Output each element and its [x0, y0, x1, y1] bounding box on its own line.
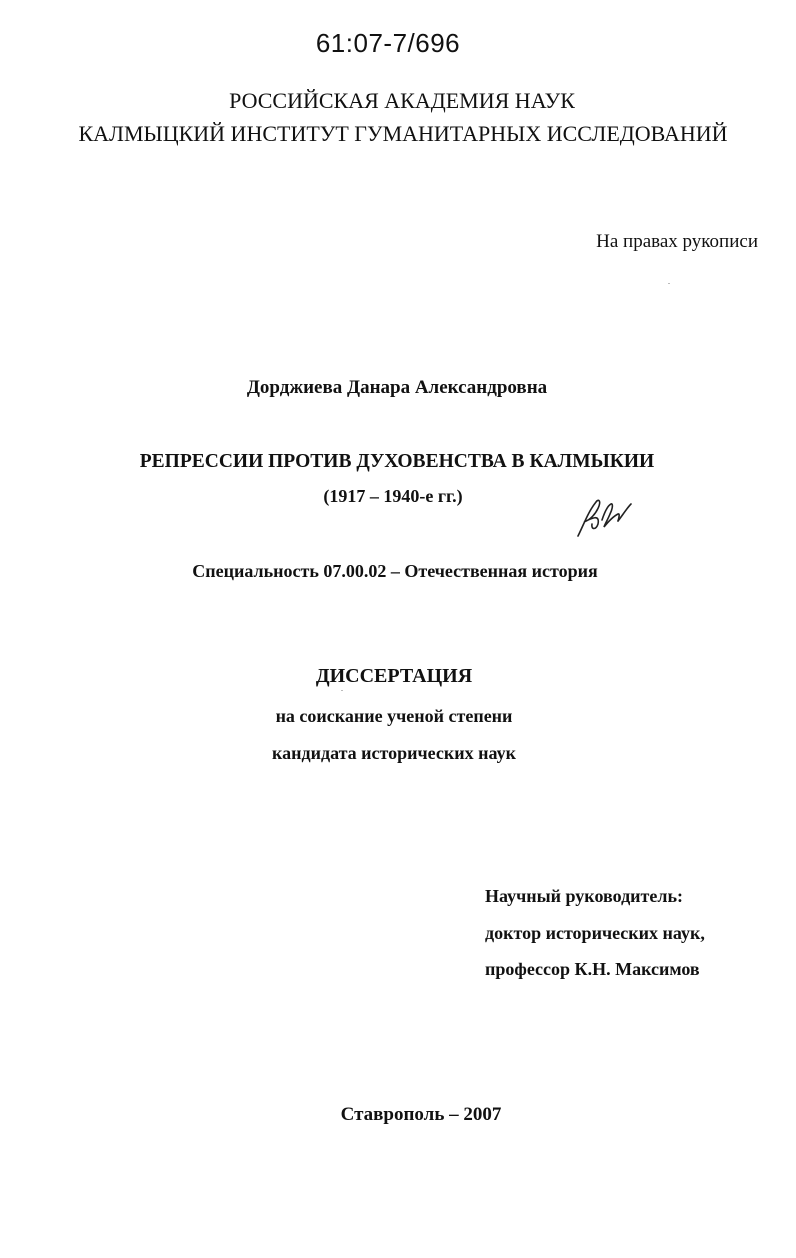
scan-speck [341, 690, 343, 691]
supervisor-degree: доктор исторических наук, [485, 923, 705, 943]
specialty: Специальность 07.00.02 – Отечественная история [192, 561, 598, 581]
signature-mark [574, 494, 634, 540]
degree-line-2: кандидата исторических наук [272, 743, 516, 763]
archive-stamp-number: 61:07-7/696 [315, 28, 461, 58]
scan-speck [668, 283, 670, 284]
dissertation-period: (1917 – 1940-е гг.) [323, 486, 463, 506]
institution-line-2: КАЛМЫЦКИЙ ИНСТИТУТ ГУМАНИТАРНЫХ ИССЛЕДОВАНИЙ [78, 121, 728, 146]
document-type-heading: ДИССЕРТАЦИЯ [315, 665, 473, 687]
city-year: Ставрополь – 2007 [340, 1104, 502, 1125]
rights-notice: На правах рукописи [596, 231, 758, 252]
institution-line-1: РОССИЙСКАЯ АКАДЕМИЯ НАУК [229, 88, 575, 113]
supervisor-label: Научный руководитель: [485, 886, 683, 906]
dissertation-title: РЕПРЕССИИ ПРОТИВ ДУХОВЕНСТВА В КАЛМЫКИИ [139, 451, 655, 472]
degree-line-1: на соискание ученой степени [275, 706, 513, 726]
supervisor-name: профессор К.Н. Максимов [485, 959, 700, 979]
author-name: Дорджиева Данара Александровна [246, 377, 548, 398]
